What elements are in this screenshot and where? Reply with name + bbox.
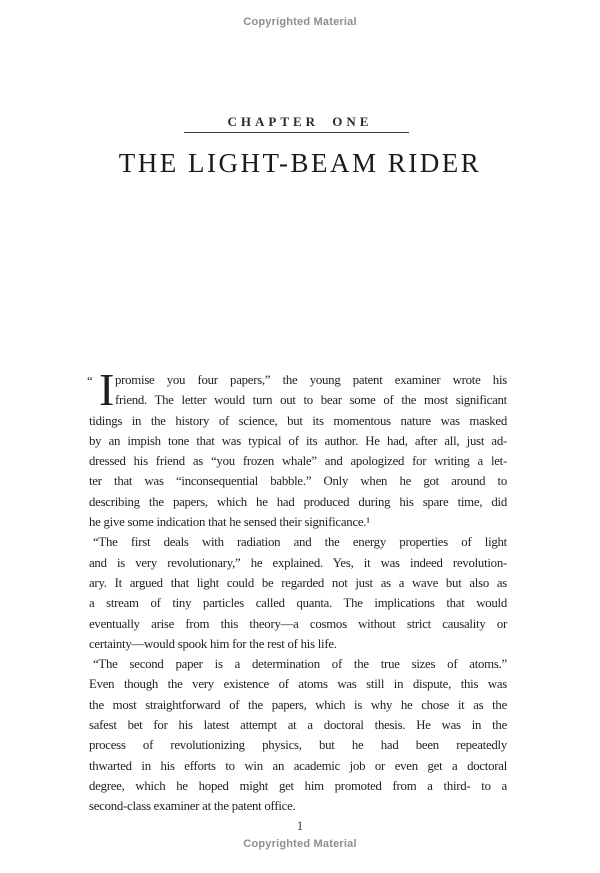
text-line: second-class examiner at the patent office. <box>89 799 296 814</box>
text-line: degree, which he hoped might get him promoted from a third- to a <box>89 778 507 793</box>
text-line: a stream of tiny particles called quanta. The implications that would <box>89 596 507 611</box>
page-number: 1 <box>296 819 304 833</box>
text-line: and is very revolutionary,” he explained. Yes, it was indeed revolution- <box>89 555 507 570</box>
copyright-notice-top: Copyrighted Material <box>243 16 357 28</box>
open-quote-mark: “ <box>87 373 93 388</box>
drop-cap: I <box>99 364 115 415</box>
chapter-title: THE LIGHT-BEAM RIDER <box>118 148 482 178</box>
paragraph <box>89 654 507 816</box>
text-line: eventually arise from this theory—a cosmos without strict causality or <box>89 616 507 631</box>
text-line: describing the papers, which he had produced during his spare time, did <box>89 494 507 509</box>
text-line: the most straightforward of the papers, which is why he chose it as the <box>89 697 507 712</box>
paragraph <box>89 532 507 654</box>
text-line: by an impish tone that was typical of its author. He had, after all, just ad- <box>89 433 507 448</box>
text-line: certainty—would spook him for the rest of his life. <box>89 636 337 651</box>
paragraph <box>87 364 507 532</box>
text-line: promise you four papers,” the young patent examiner wrote his <box>115 373 507 387</box>
text-line: tidings in the history of science, but its momentous nature was masked <box>89 413 507 428</box>
text-line: safest bet for his latest attempt at a doctoral thesis. He was in the <box>89 718 507 733</box>
chapter-divider-rule <box>184 132 409 133</box>
body-text <box>87 364 507 817</box>
text-line: he give some indication that he sensed their significance.¹ <box>89 515 370 530</box>
text-line: ter that was “inconsequential babble.” Only when he got around to <box>89 474 507 489</box>
copyright-notice-bottom: Copyrighted Material <box>243 838 357 850</box>
text-line: friend. The letter would turn out to bear some of the most significant <box>115 393 507 408</box>
text-line: “The first deals with radiation and the energy properties of light <box>93 535 507 550</box>
text-line: Even though the very existence of atoms was still in dispute, this was <box>89 677 507 692</box>
text-line: process of revolutionizing physics, but he had been repeatedly <box>89 738 507 753</box>
text-line: thwarted in his efforts to win an academic job or even get a doctoral <box>89 758 507 773</box>
text-line: “The second paper is a determination of the true sizes of atoms.” <box>93 657 507 672</box>
chapter-heading: CHAPTER ONE <box>227 114 373 129</box>
text-line: dressed his friend as “you frozen whale” and apologized for writing a let- <box>89 454 507 469</box>
text-line: ary. It argued that light could be regarded not just as a wave but also as <box>89 575 507 590</box>
